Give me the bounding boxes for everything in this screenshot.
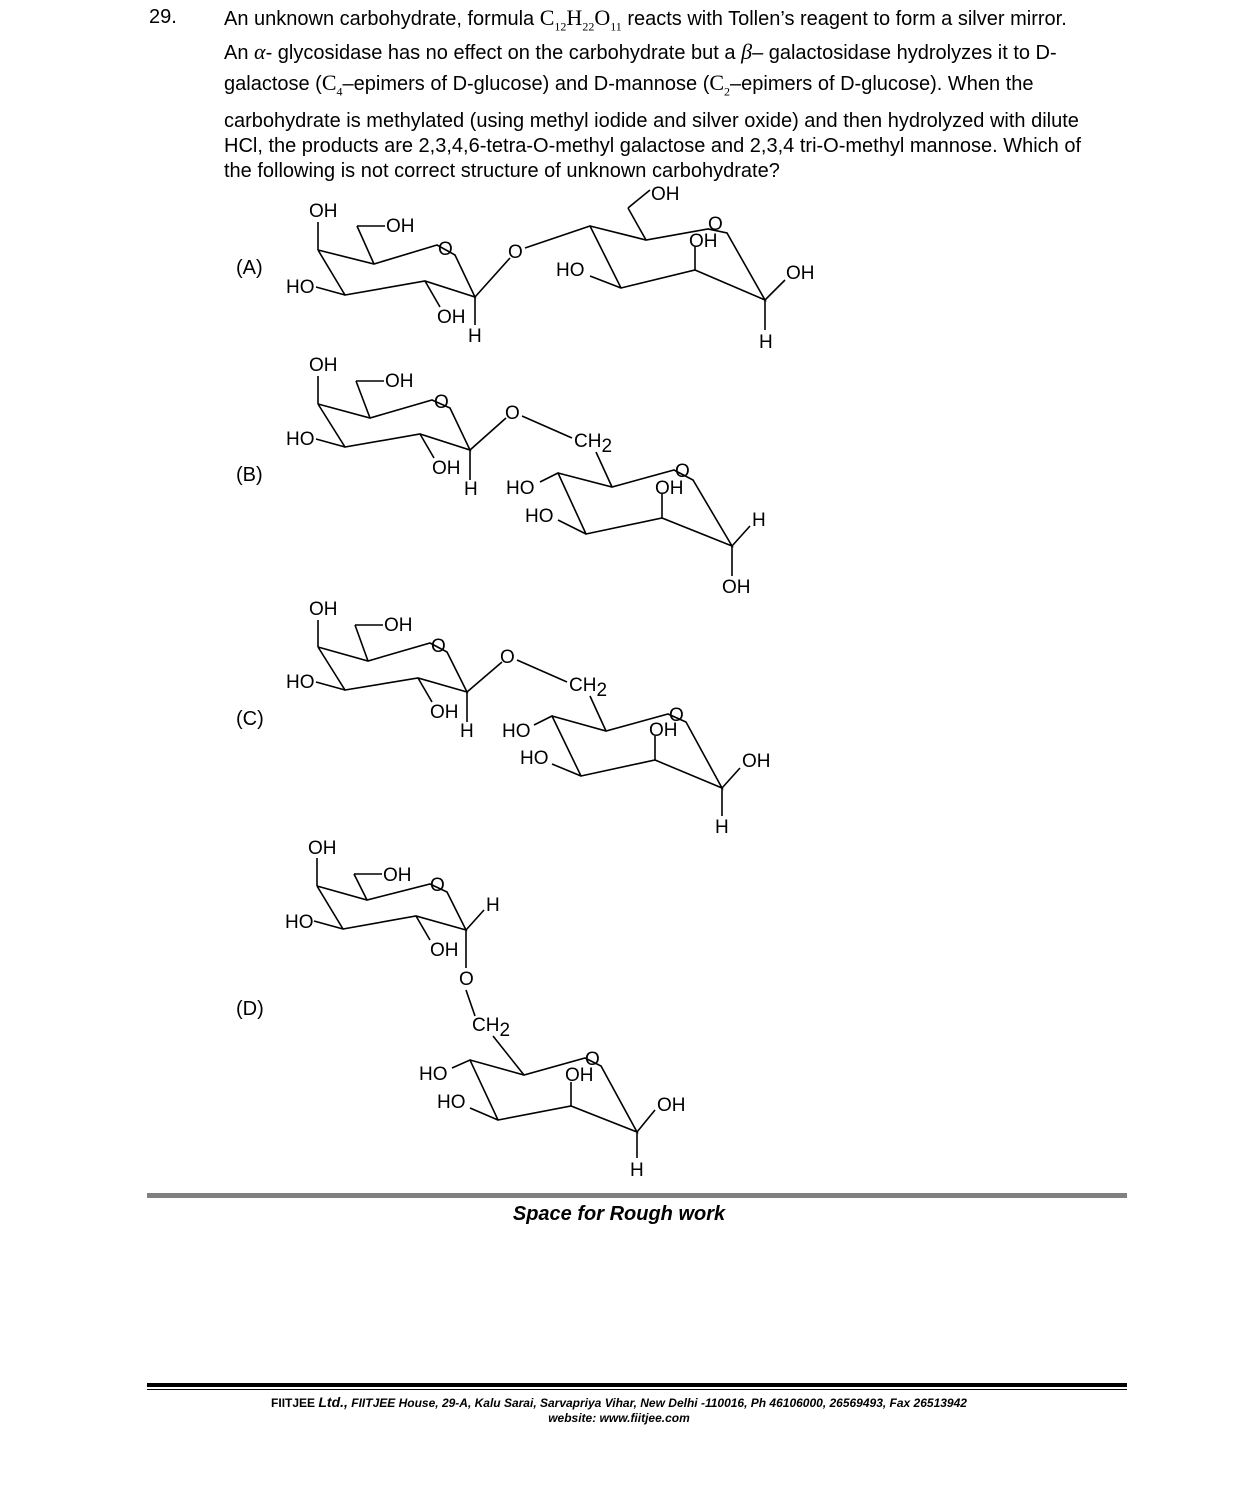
option-a-label: (A) xyxy=(236,257,263,279)
oh-label: OH xyxy=(430,940,459,961)
mannose-ring-a xyxy=(525,184,815,353)
mannose-ring-b xyxy=(506,452,766,598)
ring-oxygen-label: O xyxy=(708,214,723,235)
oh-label: OH xyxy=(308,838,337,859)
oh-label: OH xyxy=(383,865,412,886)
ch2-label xyxy=(569,675,607,701)
oh-label: OH xyxy=(384,615,413,636)
oh-label: OH xyxy=(786,263,815,284)
structure-c xyxy=(286,599,771,838)
beta-symbol: β xyxy=(741,39,753,65)
oh-label: OH xyxy=(655,478,684,499)
option-c-label: (C) xyxy=(236,708,264,730)
question-line-4: carbohydrate is methylated (using methyl iodide and silver oxide) and then hydrolyzed with dilute xyxy=(224,109,1079,132)
oh-label: OH xyxy=(657,1095,686,1116)
question-line-6: the following is not correct structure of unknown carbohydrate? xyxy=(224,159,780,182)
ch2-label xyxy=(472,1015,510,1041)
subscript-two: 2 xyxy=(499,1020,511,1041)
ho-label: HO xyxy=(556,260,585,281)
ring-oxygen-label: O xyxy=(431,636,446,657)
c4-symbol: $C_4$ xyxy=(321,70,343,99)
oh-label: OH xyxy=(437,307,466,328)
h-label: H xyxy=(460,721,474,742)
oh-label: OH xyxy=(651,184,680,205)
h-label: H xyxy=(715,817,729,838)
ch2-label xyxy=(574,431,612,457)
oh-label: OH xyxy=(385,371,414,392)
oh-label: OH xyxy=(309,355,338,376)
alpha-symbol: α xyxy=(254,39,266,65)
footer-address-text: FIITJEE House, 29-A, Kalu Sarai, Sarvapriya Vihar, New Delhi -110016, Ph 46106000, 26569493, Fax 26513942 xyxy=(347,1396,967,1410)
oh-label: OH xyxy=(309,201,338,222)
mannose-ring-c xyxy=(502,696,771,838)
ring-oxygen-label: O xyxy=(430,875,445,896)
galactose-ring-c xyxy=(286,599,502,742)
ring-oxygen-label: O xyxy=(675,461,690,482)
glycosidic-oxygen-label: O xyxy=(505,403,520,424)
glycosidic-oxygen-label: O xyxy=(500,647,515,668)
ho-label: HO xyxy=(419,1064,448,1085)
ring-oxygen-label: O xyxy=(585,1049,600,1070)
oh-label: OH xyxy=(432,458,461,479)
footer-website: website: www.fiitjee.com xyxy=(548,1411,690,1425)
h-label: H xyxy=(486,895,500,916)
mannose-ring-d xyxy=(419,1036,686,1181)
text-segment: –epimers of D-glucose) and D-mannose ( xyxy=(342,73,710,96)
question-number: 29. xyxy=(149,6,177,28)
oh-label: OH xyxy=(309,599,338,620)
h-label: H xyxy=(468,326,482,347)
h-label: H xyxy=(752,510,766,531)
oh-label: OH xyxy=(649,720,678,741)
oh-label: OH xyxy=(742,751,771,772)
divider-bottom-thick xyxy=(147,1383,1127,1387)
ho-label: HO xyxy=(286,429,315,450)
text-segment: – galactosidase hydrolyzes it to D- xyxy=(752,42,1057,65)
text-segment: –epimers of D-glucose). When the xyxy=(730,73,1034,96)
text-segment: reacts with Tollen’s reagent to form a silver mirror. xyxy=(621,8,1067,30)
oh-label: OH xyxy=(722,577,751,598)
c2-symbol: $C_2$ xyxy=(709,70,731,99)
oh-label: OH xyxy=(689,231,718,252)
option-b-label: (B) xyxy=(236,464,263,486)
footer-address xyxy=(0,1395,1238,1411)
divider-bottom-thin xyxy=(147,1389,1127,1390)
ho-label: HO xyxy=(520,748,549,769)
structure-d xyxy=(285,838,686,1181)
galactose-ring-b xyxy=(286,355,506,500)
footer-ltd: Ltd., xyxy=(318,1394,348,1410)
ho-label: HO xyxy=(286,277,315,298)
ring-oxygen-label: O xyxy=(669,705,684,726)
h-label: H xyxy=(630,1160,644,1181)
rough-work-heading: Space for Rough work xyxy=(512,1203,726,1225)
subscript-two: 2 xyxy=(596,680,608,701)
glycosidic-oxygen-label: O xyxy=(508,242,523,263)
text-segment: An unknown carbohydrate, formula xyxy=(224,8,540,30)
option-d-label: (D) xyxy=(236,998,264,1020)
ch-text: CH xyxy=(472,1015,500,1036)
ho-label: HO xyxy=(502,721,531,742)
oh-label: OH xyxy=(430,702,459,723)
oh-label: OH xyxy=(386,216,415,237)
oh-label: OH xyxy=(565,1065,594,1086)
text-segment: An xyxy=(224,42,255,65)
h-label: H xyxy=(464,479,478,500)
ho-label: HO xyxy=(506,478,535,499)
ho-label: HO xyxy=(437,1092,466,1113)
subscript-two: 2 xyxy=(601,436,613,457)
ring-oxygen-label: O xyxy=(434,392,449,413)
divider-top xyxy=(147,1193,1127,1198)
formula: $C_{12}H_{22}O_{11}$ xyxy=(539,5,622,34)
galactose-ring-d xyxy=(285,838,500,968)
ring-oxygen-label: O xyxy=(438,239,453,260)
ho-label: HO xyxy=(286,672,315,693)
text-segment: - glycosidase has no effect on the carbohydrate but a xyxy=(265,42,742,65)
h-label: H xyxy=(759,332,773,353)
footer xyxy=(0,1395,1238,1426)
ch-text: CH xyxy=(569,675,597,696)
ho-label: HO xyxy=(525,506,554,527)
structure-b xyxy=(286,355,766,598)
text-segment: galactose ( xyxy=(224,73,322,96)
glycosidic-oxygen-label: O xyxy=(459,969,474,990)
galactose-ring-a xyxy=(286,201,510,347)
structure-a xyxy=(286,184,815,353)
footer-brand: FIITJEE xyxy=(271,1396,319,1410)
ch-text: CH xyxy=(574,431,602,452)
ho-label: HO xyxy=(285,912,314,933)
question-line-5: HCl, the products are 2,3,4,6-tetra-O-methyl galactose and 2,3,4 tri-O-methyl mannose. Which of xyxy=(224,134,1082,157)
